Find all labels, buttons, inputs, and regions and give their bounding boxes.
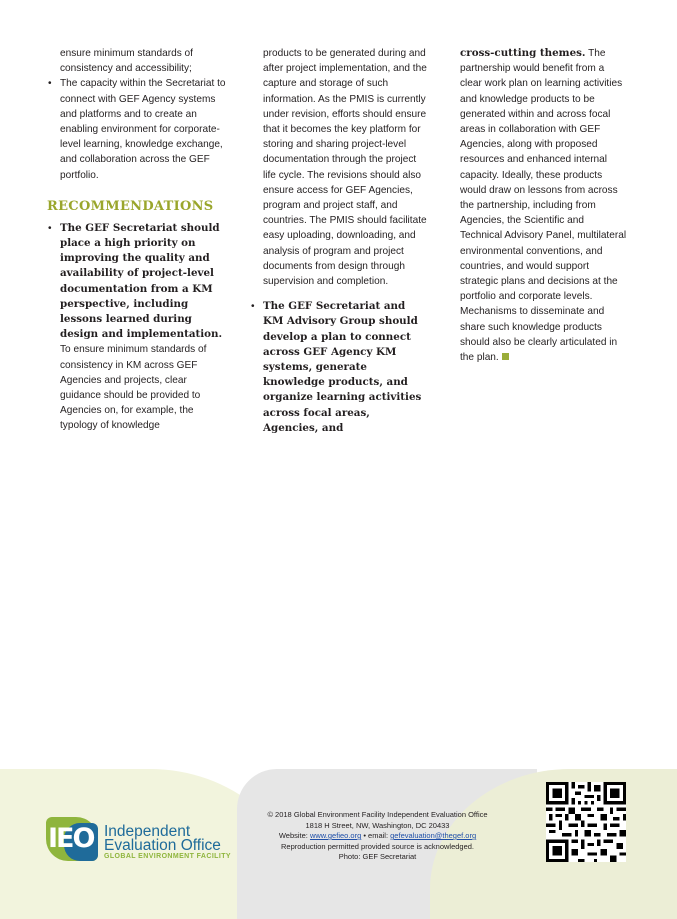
- logo-line-3: GLOBAL ENVIRONMENT FACILITY: [104, 853, 231, 860]
- copyright: © 2018 Global Environment Facility Independent Evaluation Office: [267, 810, 488, 819]
- list-item: [250, 299, 428, 436]
- footer-text: [245, 810, 510, 863]
- capacity-list: [47, 76, 227, 182]
- continuation-text: [450, 46, 628, 365]
- footer: [0, 769, 677, 881]
- cross-cutting-bold: cross-cutting themes.: [460, 47, 586, 59]
- recommendation-1-text: To ensure minimum standards of consistency in KM across GEF Agencies and projects, clear guidance should be provided to Agencies on, for example, the typology of knowledge: [60, 344, 207, 432]
- website-link[interactable]: www.gefieo.org: [309, 831, 362, 840]
- recommendation-2-bold: The GEF Secretariat and KM Advisory Group should develop a plan to connect across GEF Agency KM systems, generate knowledge products, and organize learning activities across focal areas, Agencies, and: [263, 300, 422, 434]
- end-mark-icon: [502, 353, 509, 360]
- email-link[interactable]: gefevaluation@thegef.org: [390, 831, 477, 840]
- reproduction-note: Reproduction permitted provided source is acknowledged.: [280, 841, 475, 851]
- photo-credit: Photo: GEF Secretariat: [338, 852, 417, 861]
- recommendations-list: [47, 221, 227, 434]
- website-label: Website:: [278, 831, 310, 840]
- list-item: [47, 76, 227, 182]
- continuation-text: ensure minimum standards of consistency and accessibility;: [60, 48, 193, 75]
- column-1: [47, 46, 227, 434]
- logo-line-2: Evaluation Office: [104, 837, 221, 854]
- continuation-text: products to be generated during and after project implementation, and the capture and storage of such information. As the PMIS is currently under revision, efforts should ensure that it becomes the key platform for storing and sharing project-level documentation through the project life cycle. The revisions should also ensure access for GEF Agencies, program and project staff, and countries. The PMIS should facilitate easy uploading, downloading, and analysis of program and project documents from design through supervision and completion.: [263, 48, 427, 288]
- qr-code-icon: [546, 782, 626, 862]
- ieo-logo: [46, 817, 231, 861]
- logo-mark-text: IEO: [48, 823, 94, 854]
- contact-line: [245, 831, 510, 842]
- recommendation-1-bold: The GEF Secretariat should place a high priority on improving the quality and availability of project-level documentation from a KM perspective, including lessons learned during design and implementation.: [60, 221, 223, 341]
- column-3: [450, 46, 628, 365]
- bullet: •: [48, 78, 52, 90]
- list-item: [47, 221, 227, 434]
- ieo-logo-icon: [46, 817, 98, 861]
- capacity-text: The capacity within the Secretariat to connect with GEF Agency systems and platforms and to create an enabling environment for corporate-level learning, knowledge exchange, and collaboration across the GEF portfolio.: [60, 78, 226, 181]
- email-label: • email:: [361, 831, 391, 840]
- bullet: •: [48, 222, 52, 234]
- column-2: [250, 46, 428, 436]
- logo-line-1: Independent: [104, 823, 191, 840]
- recommendations-heading: RECOMMENDATIONS: [47, 198, 214, 214]
- recommendations-list: [250, 299, 428, 436]
- bullet: •: [251, 301, 255, 313]
- cross-cutting-text: The partnership would benefit from a clear work plan on learning activities and knowledge products to be generated within and across focal areas in collaboration with GEF Agencies, along with proposed resources and enhanced internal capacity. Ideally, these products would draw on lessons from across the partnership, including from Agencies, the Scientific and Technical Advisory Panel, multilateral environmental conventions, and countries, and would support strategic plans and decisions at the portfolio and corporate levels. Mechanisms to disseminate and share such knowledge products should also be clearly articulated in the plan.: [460, 48, 627, 364]
- address: 1818 H Street, NW, Washington, DC 20433: [305, 820, 450, 830]
